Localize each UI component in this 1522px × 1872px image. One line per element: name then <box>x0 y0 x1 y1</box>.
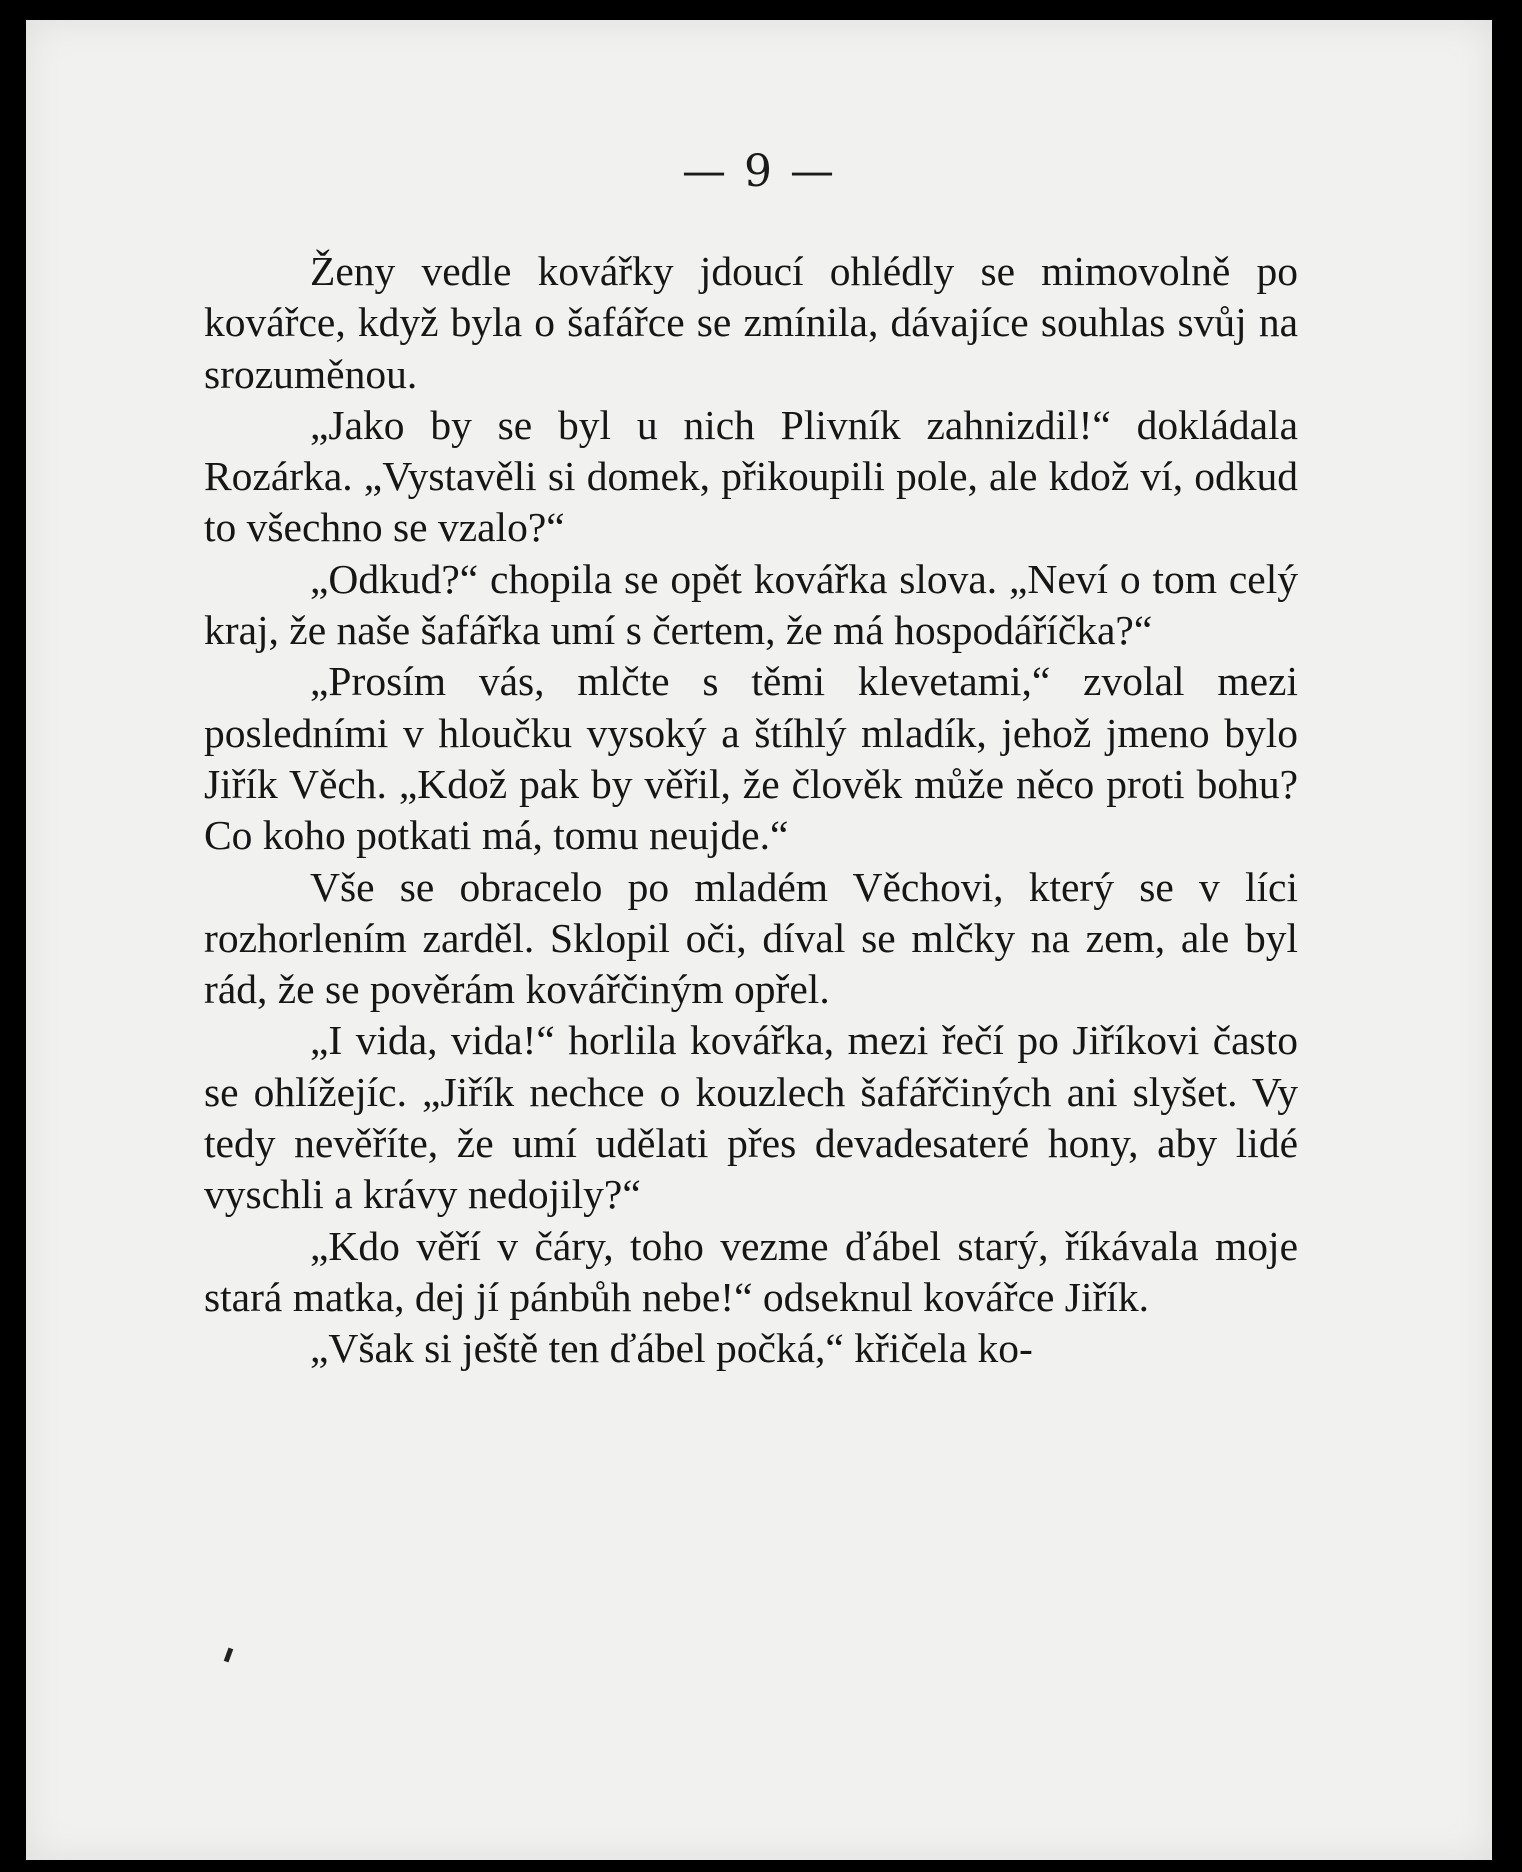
ink-speck <box>224 1648 233 1663</box>
paragraph: Vše se obracelo po mladém Věchovi, který se v líci rozhorlením zarděl. Sklopil oči, díval se mlčky na zem, ale byl rád, že se pověrám kovářčiným opřel. <box>204 863 1298 1013</box>
body-text <box>204 246 1298 1375</box>
paragraph: „Prosím vás, mlčte s těmi klevetami,“ zvolal mezi posledními v hloučku vysoký a štíhlý mladík, jehož jmeno bylo Jiřík Věch. „Kdož pak by věřil, že člověk může něco proti bohu? Co koho potkati má, tomu neujde.“ <box>204 658 1298 859</box>
paragraph: „I vida, vida!“ horlila kovářka, mezi řečí po Jiříkovi často se ohlížejíc. „Jiřík nechce o kouzlech šafářčiných ani slyšet. Vy tedy nevěříte, že umí udělati přes devadesateré hony, aby lidé vyschli a krávy nedojily?“ <box>204 1017 1298 1218</box>
paragraph: „Odkud?“ chopila se opět kovářka slova. „Neví o tom celý kraj, že naše šafářka umí s čertem, že má hospodáříčka?“ <box>204 555 1298 654</box>
paragraph: „Kdo věří v čáry, toho vezme ďábel starý, říkávala moje stará matka, dej jí pánbůh nebe!“ odseknul kovářce Jiřík. <box>204 1222 1298 1320</box>
paragraph: „Však si ještě ten ďábel počká,“ křičela ko- <box>310 1325 1033 1372</box>
paper-sheet <box>26 20 1492 1860</box>
paragraph: „Jako by se byl u nich Plivník zahnizdil!“ dokládala Rozárka. „Vystavěli si domek, přikoupili pole, ale kdož ví, odkud to všechno se vzalo?“ <box>204 401 1298 551</box>
page-number: — 9 — <box>682 146 836 197</box>
paragraph: Ženy vedle kovářky jdoucí ohlédly se mimovolně po kovářce, když byla o šafářce se zmínila, dávajíce souhlas svůj na srozuměnou. <box>204 248 1298 397</box>
